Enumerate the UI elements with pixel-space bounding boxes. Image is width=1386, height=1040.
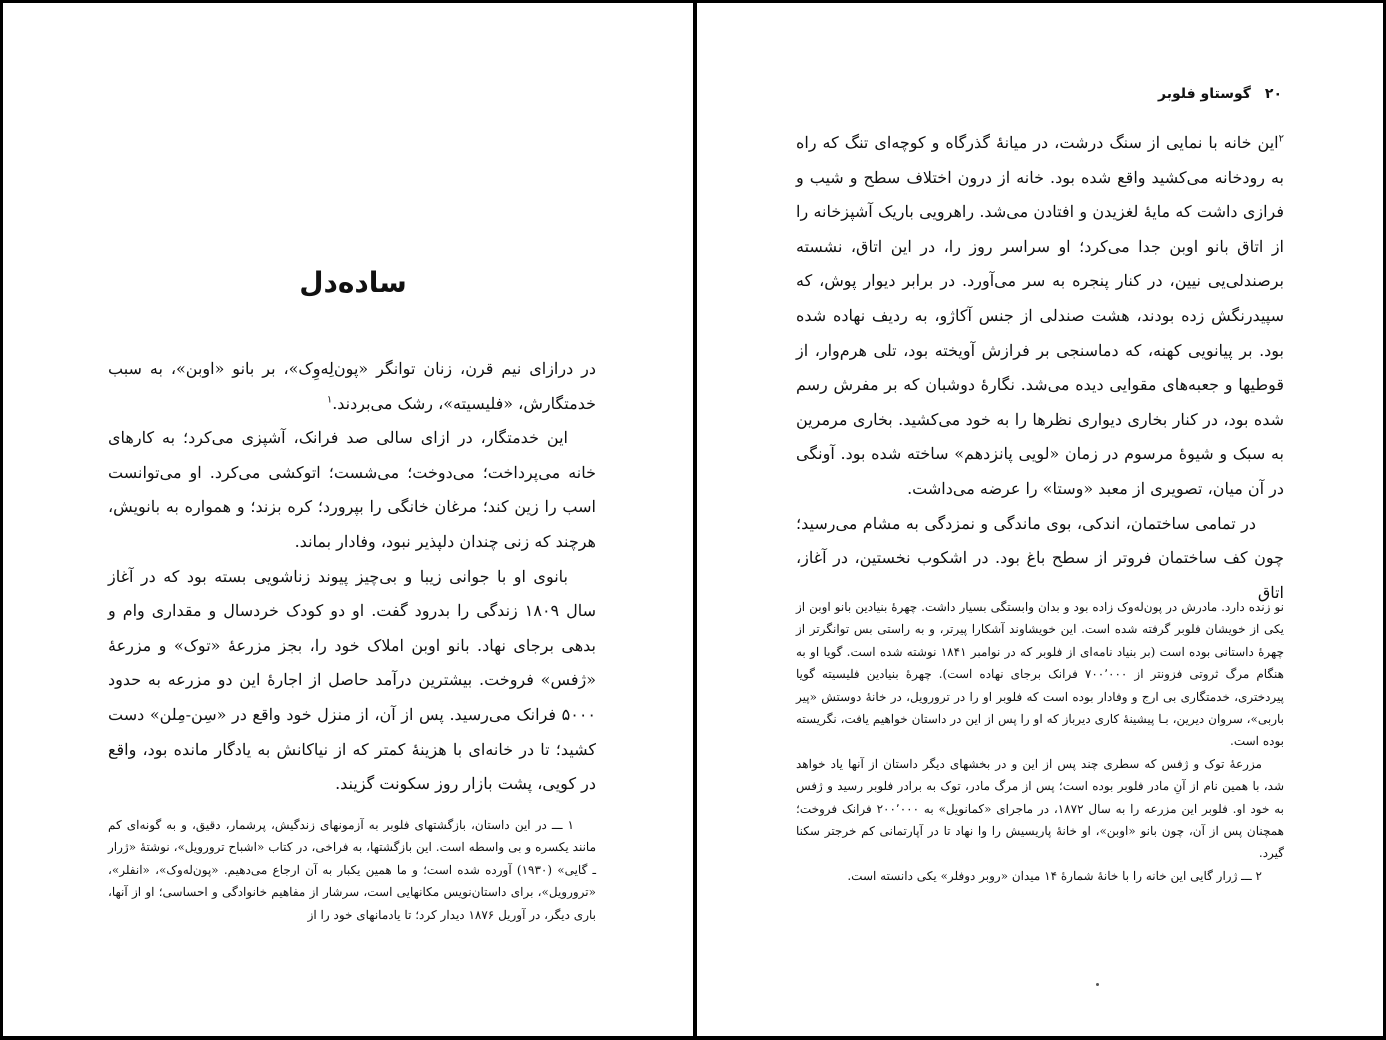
paragraph: بانوی او با جوانی زیبا و بی‌چیز پیوند زناشویی بسته بود که در آغاز سال ۱۸۰۹ زندگی را بدرود گفت. او دو کودک خردسال و مقداری وام و بدهی برجای نهاد. بانو اوبن املاک خود را، بجز مزرعهٔ «توک» و مزرعهٔ «ژفس» فروخت. بیشترین درآمد حاصل از اجارهٔ این دو مزرعه به حدود ۵۰۰۰ فرانک می‌رسید. پس از آن، از منزل خود واقع در «سِن-مِلن» دست کشید؛ تا در خانه‌ای با هزینهٔ کمتر که از نیاکانش به یادگار مانده بود، واقع در کویی، پشت بازار روز سکونت گزیند.: [108, 566, 597, 794]
paragraph: این خدمتگار، در ازای سالی صد فرانک، آشپزی می‌کرد؛ به کارهای خانه می‌پرداخت؛ می‌دوخت؛ می‌شست؛ اتوکشی می‌کرد. او می‌توانست اسب را زین کند؛ مرغان خانگی را بپرورد؛ کره بزند؛ و همواره به بانویش، هرچند که زنی چندان دلپذیر نبود، وفادار بماند.: [108, 428, 596, 551]
footnote-marker: ۱: [326, 394, 333, 406]
left-footnote: [108, 814, 596, 926]
chapter-title: ساده‌دل: [299, 266, 407, 299]
paragraph: $^۲$این خانه با نمایی از سنگ درشت، در میانهٔ گذرگاه و کوچه‌ای تنگ که راه به رودخانه می‌کشید واقع شده بود. خانه از درون اختلاف سطح و شیب و فرازی داشت که مایهٔ لغزیدن و افتادن می‌شد. راهرویی باریک آشپزخانه را از اتاق بانو اوبن جدا می‌کرد؛ او سراسر روز را، در این اتاق، نشسته برصندلی‌یی نیین، در کنار پنجره به سر می‌آورد. در برابر دیوار پوش، که سپیدرنگش زده بودند، هشت صندلی از جنس آکاژو، به ردیف نهاده شده بود. بر پیانویی کهنه، که دماسنجی بر فرازش آویخته بود، تلی هرم‌وار، از قوطیها و جعبه‌های مقوایی دیده می‌شد. نگارهٔ دوشبان که بر مفرش رسم شده بود، در کنار بخاری دیواری نظرها را به خود می‌کشید. بخاری مرمرین به سبک و شیوهٔ مرسوم در زمان «لویی پانزدهم» ساخته شده بود. آونگی در آن میان، تصویری از معبد «وستا» را عرضه می‌داشت.: [796, 133, 1285, 498]
footnote-text: ۲ ـــ ژرار گایی این خانه را با خانهٔ شمارهٔ ۱۴ میدان «روبر دوفلر» یکی دانسته است.: [847, 868, 1262, 883]
paragraph: در درازای نیم قرن، زنان توانگر «پون‌لِه‌وِک»، بر بانو «اوبن»، به سبب خدمتگارش، «فلیسیته»، رشک می‌بردند.$^۱$: [108, 359, 596, 413]
book-spine-divider: [693, 0, 697, 1040]
right-footnotes: [796, 596, 1284, 887]
footnote-text: مزرعهٔ توک و ژفس که سطری چند پس از این و در بخشهای دیگر داستان از آنها یاد خواهد شد، با همین نام از آنِ مادر فلوبر بوده است؛ پس از مرگ مادر، توک به برادر فلوبر رسید و ژفس به خود او. فلوبر این مزرعه را به سال ۱۸۷۲، در ماجرای «کمانویل» به ۲۰۰٬۰۰۰ فرانک فروخت؛ همچنان پس از آن، چون بانو «اوبن»، او خانهٔ پاریسیش را وا نهاد تا در آپارتمانی کم خرجتر سکنا گیرد.: [796, 756, 1284, 861]
running-title: گوستاو فلوبر: [1158, 86, 1251, 102]
running-header: [862, 86, 1282, 102]
frame-left-border: [0, 0, 3, 1040]
footnote-text: نو زنده دارد. مادرش در پون‌له‌وک زاده بود و بدان وابستگی بسیار داشت. چهرهٔ بنیادین بانو اوبن از یکی از خویشان فلوبر گرفته شده است. این خویشاوند آشکارا پیرتر، و به راستی بس توانگرتر از چهرهٔ داستانی بوده است (بر بنیاد نامه‌ای از فلوبر که در نوامبر ۱۸۴۱ نوشته شده است. گویا او به هنگام مرگ ثروتی فزونتر از ۷۰۰٬۰۰۰ فرانک برجای نهاده است). چهرهٔ بنیادین فلیسیته گویا پیردختری، خدمتگاری بی ارج و وفادار بوده است که فلوبر او را در ترورویل، در خانهٔ دوستش «پیر باربی»، سروان دیرین، بـا پیشینهٔ کاری دیرباز که او را پس از این در داستان خواهیم یافت، نگریسته بوده است.: [796, 600, 1285, 749]
ink-speck: [1096, 983, 1099, 986]
right-body-text: [796, 126, 1284, 610]
footnote-marker: ۲: [1278, 133, 1284, 145]
paragraph: در تمامی ساختمان، اندکی، بوی ماندگی و نمزدگی به مشام می‌رسید؛ چون کف ساختمان فروتر از سطح باغ بود. در اشکوب نخستین، در آغاز، اتاق: [796, 513, 1284, 602]
left-body-text: [108, 352, 596, 802]
footnote-text: ۱ ـــ در این داستان، بازگشتهای فلوبر به آزمونهای زندگیش، پرشمار، دقیق، و به گونه‌ای کم مانند یکسره و بی واسطه است. این بازگشتها، به فراخی، در کتاب «اشباح ترورویل»، نوشتهٔ «ژرار ـ گایی» (۱۹۳۰) آورده شده است؛ و ما همین یکبار به آن ارجاع می‌دهیم. «پون‌له‌وک»، «انفلر»، «ترورویل»، برای داستان‌نویس مکانهایی است، سرشار از مفاهیم خانوادگی و احساسی؛ او از آنها، باری دیگر، در آوریل ۱۸۷۶ دیدار کرد؛ تا یادمانهای خود را از: [108, 818, 596, 922]
page-number: ۲۰: [1264, 86, 1282, 102]
